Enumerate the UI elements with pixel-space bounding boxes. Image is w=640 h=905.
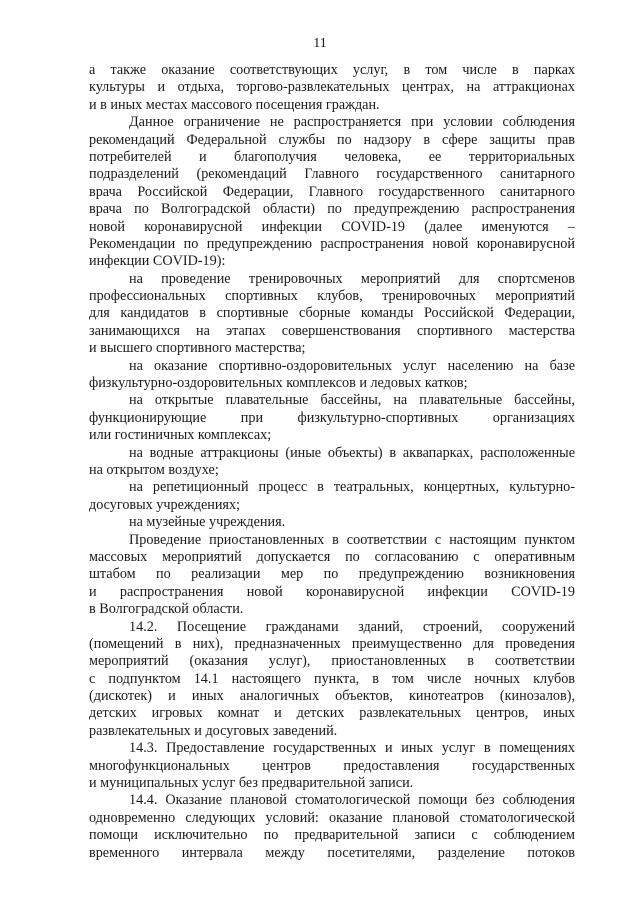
text-line: штабом по реализации мер по предупреждению возникновения <box>89 566 575 583</box>
text-line: для кандидатов в спортивные сборные команды Российской Федерации, <box>89 305 575 322</box>
text-line: Проведение приостановленных в соответствии с настоящим пунктом <box>129 531 575 548</box>
text-line: (помещений в них), предназначенных преимущественно для проведения <box>89 635 575 652</box>
text-line: и в иных местах массового посещения граждан. <box>89 96 380 113</box>
text-line: одновременно следующих условий: оказание плановой стоматологической <box>89 809 575 826</box>
text-line: Рекомендации по предупреждению распространения новой коронавирусной <box>89 235 575 252</box>
text-line: и муниципальных услуг без предварительной записи. <box>89 775 414 792</box>
text-line: подразделений (рекомендаций Главного государственного санитарного <box>89 166 575 183</box>
text-line: врача по Волгоградской области) по предупреждению распространения <box>89 201 575 218</box>
text-line: на музейные учреждения. <box>129 514 286 531</box>
document-body <box>89 62 575 862</box>
text-line: 14.4. Оказание плановой стоматологической помощи без соблюдения <box>129 792 575 809</box>
text-line: временного интервала между посетителями, разделение потоков <box>89 844 575 861</box>
text-line: на открытом воздухе; <box>89 461 219 478</box>
text-line: а также оказание соответствующих услуг, в том числе в парках <box>89 62 575 78</box>
text-line: культуры и отдыха, торгово-развлекательных центрах, на аттракционах <box>89 79 575 96</box>
page-number: 11 <box>313 36 327 51</box>
text-line: или гостиничных комплексах; <box>89 427 272 444</box>
text-line: занимающихся на этапах совершенствования спортивного мастерства <box>89 322 575 339</box>
text-line: мероприятий (оказания услуг), приостановленных в соответствии <box>89 653 575 670</box>
text-line: досуговых учреждениях; <box>89 496 240 513</box>
text-line: развлекательных и досуговых заведений. <box>89 722 338 739</box>
text-line: 14.2. Посещение гражданами зданий, строений, сооружений <box>129 618 575 635</box>
text-line: и высшего спортивного мастерства; <box>89 340 306 357</box>
text-line: в Волгоградской области. <box>89 601 244 618</box>
text-line: детских игровых комнат и детских развлекательных центров, иных <box>89 705 575 722</box>
text-line: и распространения новой коронавирусной инфекции COVID-19 <box>89 583 575 600</box>
text-line: инфекции COVID-19): <box>89 253 226 270</box>
text-line: (дискотек) и иных аналогичных объектов, кинотеатров (кинозалов), <box>89 688 575 705</box>
text-line: на проведение тренировочных мероприятий для спортсменов <box>129 270 575 287</box>
text-line: 14.3. Предоставление государственных и иных услуг в помещениях <box>129 740 575 757</box>
text-line: на водные аттракционы (иные объекты) в аквапарках, расположенные <box>129 444 575 461</box>
text-line: врача Российской Федерации, Главного государственного санитарного <box>89 183 575 200</box>
text-line: массовых мероприятий допускается по согласованию с оперативным <box>89 548 575 565</box>
text-line: помощи исключительно по предварительной записи с соблюдением <box>89 827 575 844</box>
text-line: рекомендаций Федеральной службы по надзору в сфере защиты прав <box>89 131 575 148</box>
text-line: с подпунктом 14.1 настоящего пункта, в том числе ночных клубов <box>89 670 575 687</box>
text-line: на репетиционный процесс в театральных, концертных, культурно- <box>129 479 575 496</box>
text-line: на оказание спортивно-оздоровительных услуг населению на базе <box>129 357 575 374</box>
text-line: профессиональных спортивных клубов, тренировочных мероприятий <box>89 288 575 305</box>
text-line: на открытые плавательные бассейны, на плавательные бассейны, <box>129 392 575 409</box>
text-line: потребителей и благополучия человека, ее территориальных <box>89 148 575 165</box>
text-line: многофункциональных центров предоставления государственных <box>89 757 575 774</box>
text-line: новой коронавирусной инфекции COVID-19 (далее именуются – <box>89 218 575 235</box>
text-line: функционирующие при физкультурно-спортивных организациях <box>89 409 575 426</box>
text-line: физкультурно-оздоровительных комплексов и ледовых катков; <box>89 375 468 392</box>
text-line: Данное ограничение не распространяется при условии соблюдения <box>129 114 575 131</box>
